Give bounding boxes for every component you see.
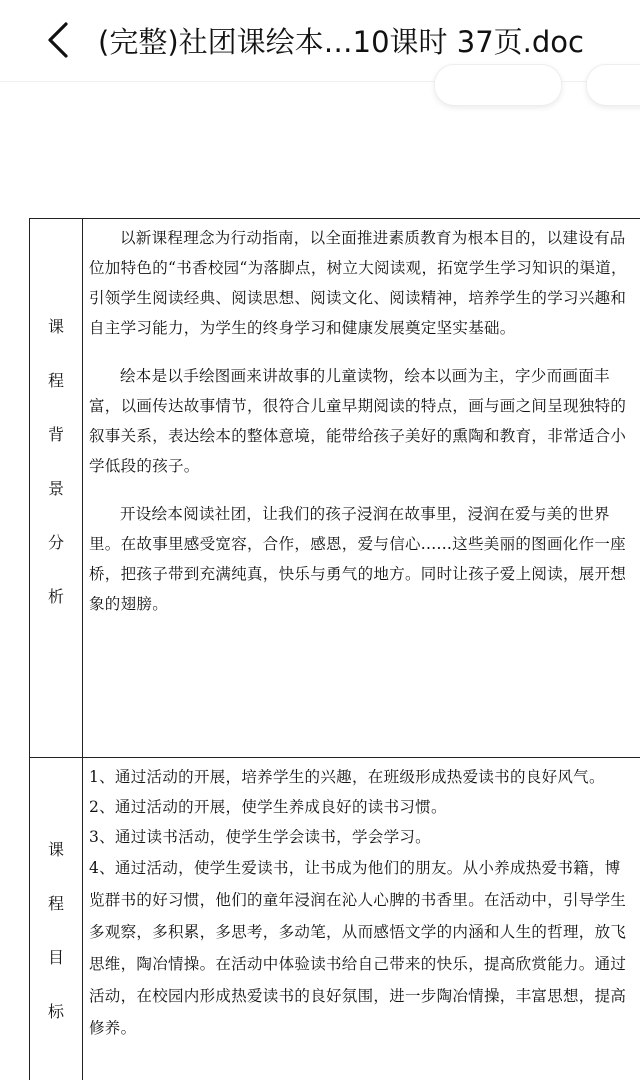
- section-label: [30, 758, 83, 1080]
- label-char: 分: [47, 533, 64, 552]
- table-row: [30, 758, 640, 1080]
- floating-action-button[interactable]: [434, 64, 562, 106]
- goal-item: 1、通过活动的开展，培养学生的兴趣，在班级形成热爱读书的良好风气。: [89, 768, 605, 786]
- document-table: [29, 218, 640, 1080]
- floating-action-button[interactable]: [586, 64, 640, 106]
- label-char: 程: [47, 371, 64, 390]
- section-content: [83, 219, 640, 758]
- section-content: [83, 758, 640, 1080]
- label-char: 标: [47, 1002, 64, 1021]
- back-button[interactable]: [36, 18, 80, 62]
- section-label: [30, 219, 83, 758]
- paragraph: 以新课程理念为行动指南，以全面推进素质教育为根本目的，以建设有品位加特色的“书香校园“为落脚点，树立大阅读观，拓宽学生学习知识的渠道，引领学生阅读经典、阅读思想、阅读文化、阅读精神，培养学生的学习兴趣和自主学习能力，为学生的终身学习和健康发展奠定坚实基础。: [89, 229, 627, 337]
- paragraph: 开设绘本阅读社团，让我们的孩子浸润在故事里，浸润在爱与美的世界里。在故事里感受宽容，合作，感恩，爱与信心......这些美丽的图画化作一座桥，把孩子带到充满纯真，快乐与勇气的地方。同时让孩子爱上阅读，展开想象的翅膀。: [89, 505, 627, 613]
- label-char: 析: [47, 587, 64, 606]
- table-row: [30, 219, 640, 758]
- label-char: 课: [47, 317, 64, 336]
- document-title: (完整)社团课绘本…10课时 37页.doc: [98, 25, 584, 59]
- goal-item: 2、通过活动的开展，使学生养成良好的读书习惯。: [89, 798, 447, 816]
- goal-item: 4、通过活动，使学生爱读书，让书成为他们的朋友。从小养成热爱书籍，博览群书的好习惯，他们的童年浸润在沁人心脾的书香里。在活动中，引导学生多观察，多积累，多思考，多动笔，从而感悟文学的内涵和人生的哲理，放飞思维，陶冶情操。在活动中体验读书给自己带来的快乐，提高欣赏能力。通过活动，在校园内形成热爱读书的良好氛围，进一步陶冶情操，丰富思想，提高修养。: [89, 859, 627, 1037]
- paragraph: 绘本是以手绘图画来讲故事的儿童读物，绘本以画为主，字少而画面丰富，以画传达故事情节，很符合儿童早期阅读的特点，画与画之间呈现独特的叙事关系，表达绘本的整体意境，能带给孩子美好的熏陶和教育，非常适合小学低段的孩子。: [89, 367, 627, 475]
- label-char: 背: [47, 425, 64, 444]
- chevron-left-icon: [44, 20, 72, 60]
- document-page: [29, 218, 640, 1074]
- label-char: 目: [47, 948, 64, 967]
- label-char: 课: [47, 840, 64, 859]
- label-char: 景: [47, 479, 64, 498]
- label-char: 程: [47, 894, 64, 913]
- goal-item: 3、通过读书活动，使学生学会读书，学会学习。: [89, 828, 431, 846]
